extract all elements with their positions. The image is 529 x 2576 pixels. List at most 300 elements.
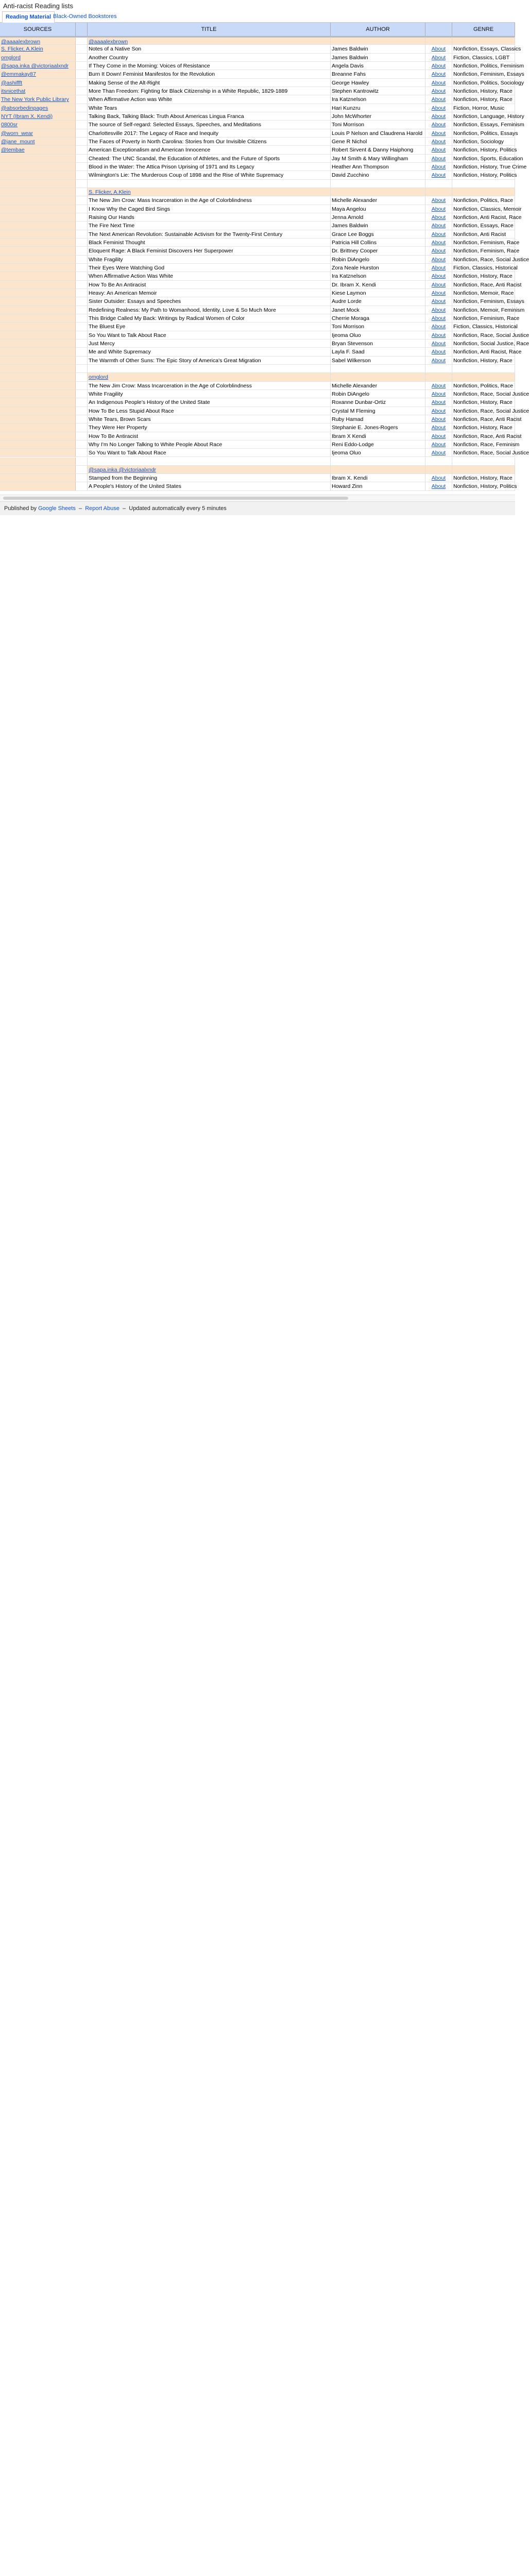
source-link[interactable]: @ashiffft [1, 79, 23, 86]
book-author-cell[interactable]: Dr. Ibram X. Kendi [331, 281, 425, 289]
about-link[interactable]: About [431, 155, 446, 162]
book-genre-cell[interactable]: Fiction, Classics, LGBT [452, 54, 515, 62]
book-title-cell[interactable]: The Warmth of Other Suns: The Epic Story of America's Great Migration [88, 357, 331, 365]
book-genre-cell[interactable]: Nonfiction, History, Politics [452, 482, 515, 490]
about-link[interactable]: About [431, 433, 446, 439]
about-link[interactable]: About [431, 425, 446, 431]
about-link[interactable]: About [431, 256, 446, 263]
about-link[interactable]: About [431, 332, 446, 338]
spreadsheet-grid[interactable] [0, 23, 529, 495]
book-genre-cell[interactable]: Fiction, Classics, Historical [452, 323, 515, 331]
source-link[interactable]: S. Flicker, A.Klein [1, 46, 43, 53]
book-genre-cell[interactable]: Nonfiction, History, Race [452, 398, 515, 406]
book-author-cell[interactable]: Robin DiAngelo [331, 256, 425, 264]
about-cell[interactable] [425, 297, 452, 306]
source-link[interactable]: @tembae [1, 147, 25, 154]
book-genre-cell[interactable]: Nonfiction, History, Race [452, 95, 515, 104]
book-author-cell[interactable]: Crystal M Fleming [331, 407, 425, 415]
source-link[interactable]: omglord [1, 54, 21, 61]
book-genre-cell[interactable]: Nonfiction, Essays, Classics [452, 45, 515, 53]
book-title-cell[interactable]: The New Jim Crow: Mass Incarceration in the Age of Colorblindness [88, 382, 331, 390]
about-cell[interactable] [425, 213, 452, 222]
about-cell[interactable] [425, 482, 452, 490]
book-title-cell[interactable]: How To Be Antiracist [88, 432, 331, 440]
source-cell [0, 390, 76, 398]
about-cell[interactable] [425, 449, 452, 457]
book-genre-cell[interactable]: Nonfiction, Race, Social Justice [452, 449, 515, 457]
book-author-cell[interactable]: Reni Eddo-Lodge [331, 440, 425, 449]
book-title-cell[interactable]: The Next American Revolution: Sustainable Activism for the Twenty-First Century [88, 230, 331, 239]
source-cell [0, 398, 76, 406]
source-cell[interactable] [0, 95, 76, 104]
book-title-cell[interactable]: An Indigenous People’s History of the United State [88, 398, 331, 406]
book-author-cell[interactable]: Dr. Brittney Cooper [331, 247, 425, 255]
about-cell[interactable] [425, 138, 452, 146]
about-cell[interactable] [425, 272, 452, 280]
about-link[interactable]: About [431, 71, 446, 78]
book-title-cell[interactable]: When Affirmative Action was White [88, 95, 331, 104]
about-cell[interactable] [425, 79, 452, 87]
about-cell[interactable] [425, 415, 452, 423]
book-title-cell[interactable]: Heavy: An American Memoir [88, 289, 331, 297]
about-cell[interactable] [425, 230, 452, 239]
book-genre-cell[interactable]: Nonfiction, Feminism, Essays [452, 297, 515, 306]
source-link[interactable]: NYT (Ibram X. Kendi) [1, 113, 53, 120]
book-title-cell[interactable]: I Know Why the Caged Bird Sings [88, 205, 331, 213]
book-author-cell[interactable]: Stephen Kantrowitz [331, 87, 425, 95]
source-cell[interactable] [0, 104, 76, 112]
table-row [0, 432, 522, 440]
column-header-genre: GENRE [452, 23, 515, 36]
about-link[interactable]: About [431, 206, 446, 212]
about-cell[interactable] [425, 247, 452, 255]
about-cell[interactable] [425, 205, 452, 213]
book-title-cell[interactable]: So You Want to Talk About Race [88, 331, 331, 340]
about-cell[interactable] [425, 95, 452, 104]
book-genre-cell[interactable]: Nonfiction, Memoir, Race [452, 289, 515, 297]
book-genre-cell[interactable]: Nonfiction, Language, History [452, 112, 515, 121]
about-link[interactable]: About [431, 340, 446, 347]
book-author-cell[interactable]: James Baldwin [331, 45, 425, 53]
book-author-cell[interactable]: Cherrie Moraga [331, 314, 425, 323]
book-genre-cell[interactable]: Nonfiction, Sports, Education [452, 155, 515, 163]
about-link[interactable]: About [431, 172, 446, 179]
book-genre-cell[interactable]: Nonfiction, Social Justice, Race [452, 340, 515, 348]
book-author-cell[interactable]: James Baldwin [331, 54, 425, 62]
spacer-cell [76, 45, 88, 53]
about-link[interactable]: About [431, 113, 446, 120]
book-title-cell[interactable]: Cheated: The UNC Scandal, the Education of Athletes, and the Future of Sports [88, 155, 331, 163]
about-cell[interactable] [425, 104, 452, 112]
horizontal-scrollbar[interactable] [0, 495, 515, 501]
source-cell[interactable] [0, 129, 76, 138]
book-genre-cell[interactable]: Nonfiction, History, Race [452, 87, 515, 95]
spacer-cell [76, 357, 88, 365]
about-cell[interactable] [425, 398, 452, 406]
book-title-cell[interactable]: The Bluest Eye [88, 323, 331, 331]
about-link[interactable]: About [431, 281, 446, 288]
book-author-cell[interactable]: Gene R Nichol [331, 138, 425, 146]
about-link[interactable]: About [431, 214, 446, 221]
about-link[interactable]: About [431, 46, 446, 53]
about-cell[interactable] [425, 70, 452, 78]
book-genre-cell[interactable]: Nonfiction, History, Race [452, 423, 515, 432]
book-genre-cell[interactable]: Nonfiction, History, Race [452, 474, 515, 482]
source-link[interactable]: @emmakay87 [1, 71, 36, 78]
section-source-link[interactable]: @aaaalexbrown [89, 39, 128, 45]
book-genre-cell[interactable]: Nonfiction, Race, Social Justice [452, 256, 515, 264]
book-author-cell[interactable]: Michelle Alexander [331, 382, 425, 390]
book-title-cell[interactable]: Talking Back, Talking Black: Truth About Americas Lingua Franca [88, 112, 331, 121]
book-genre-cell[interactable]: Nonfiction, Feminism, Race [452, 239, 515, 247]
about-link[interactable]: About [431, 298, 446, 305]
source-link[interactable]: @sapa.inka @victoriaalxndr [1, 62, 69, 69]
book-author-cell[interactable]: Breanne Fahs [331, 70, 425, 78]
about-cell[interactable] [425, 222, 452, 230]
about-link[interactable]: About [431, 248, 446, 255]
book-title-cell[interactable]: If They Come in the Morning: Voices of Resistance [88, 62, 331, 70]
about-cell[interactable] [425, 196, 452, 205]
book-author-cell[interactable]: Janet Mock [331, 306, 425, 314]
about-cell[interactable] [425, 340, 452, 348]
book-genre-cell[interactable]: Nonfiction, Race, Anti Racist [452, 432, 515, 440]
book-title-cell[interactable]: Me and White Supremacy [88, 348, 331, 356]
book-title-cell[interactable]: How To Be An Antiracist [88, 281, 331, 289]
about-cell[interactable] [425, 323, 452, 331]
book-genre-cell[interactable]: Nonfiction, History, True Crime [452, 163, 515, 171]
about-link[interactable]: About [431, 163, 446, 170]
about-cell[interactable] [425, 289, 452, 297]
book-genre-cell[interactable]: Nonfiction, Race, Anti Racist [452, 281, 515, 289]
source-cell[interactable] [0, 79, 76, 87]
book-genre-cell[interactable]: Nonfiction, Politics, Sociology [452, 79, 515, 87]
about-cell[interactable] [425, 163, 452, 171]
book-title-cell[interactable]: White Tears [88, 104, 331, 112]
about-cell[interactable] [425, 474, 452, 482]
book-genre-cell[interactable]: Nonfiction, Feminism, Essays [452, 70, 515, 78]
spacer-cell [76, 297, 88, 306]
source-cell [0, 357, 76, 365]
book-title-cell[interactable]: This Bridge Called My Back: Writings by Radical Women of Color [88, 314, 331, 323]
book-title-cell[interactable]: The source of Self-regard: Selected Essays, Speeches, and Meditations [88, 121, 331, 129]
book-author-cell[interactable]: Jay M Smith & Mary Willingham [331, 155, 425, 163]
book-author-cell[interactable]: James Baldwin [331, 222, 425, 230]
about-link[interactable]: About [431, 273, 446, 280]
source-link[interactable]: @worn_wear [1, 130, 33, 137]
about-link[interactable]: About [431, 105, 446, 111]
about-cell[interactable] [425, 155, 452, 163]
about-cell[interactable] [425, 314, 452, 323]
source-link[interactable]: @aaaalexbrown [1, 39, 41, 45]
book-author-cell[interactable]: Michelle Alexander [331, 196, 425, 205]
about-link[interactable]: About [431, 54, 446, 61]
book-title-cell[interactable]: A People's History of the United States [88, 482, 331, 490]
about-link[interactable]: About [431, 231, 446, 238]
book-author-cell[interactable]: Heather Ann Thompson [331, 163, 425, 171]
book-genre-cell[interactable]: Fiction, Classics, Historical [452, 264, 515, 272]
about-cell[interactable] [425, 112, 452, 121]
about-link[interactable]: About [431, 357, 446, 364]
about-cell[interactable] [425, 331, 452, 340]
book-title-cell[interactable]: Notes of a Native Son [88, 45, 331, 53]
about-cell[interactable] [425, 306, 452, 314]
empty-cell [425, 457, 452, 466]
about-cell[interactable] [425, 357, 452, 365]
source-cell[interactable] [0, 54, 76, 62]
about-link[interactable]: About [431, 88, 446, 94]
about-cell[interactable] [425, 264, 452, 272]
book-genre-cell[interactable]: Nonfiction, Race, Social Justice [452, 407, 515, 415]
book-author-cell[interactable]: Maya Angelou [331, 205, 425, 213]
source-cell[interactable] [0, 45, 76, 53]
about-cell[interactable] [425, 407, 452, 415]
about-link[interactable]: About [431, 382, 446, 389]
book-genre-cell[interactable]: Nonfiction, Race, Social Justice [452, 331, 515, 340]
book-title-cell[interactable]: Black Feminist Thought [88, 239, 331, 247]
source-link[interactable]: @jane_mount [1, 138, 35, 145]
book-author-cell[interactable]: Hari Kunzru [331, 104, 425, 112]
about-link[interactable]: About [431, 349, 446, 355]
book-author-cell[interactable]: Toni Morrison [331, 121, 425, 129]
book-genre-cell[interactable]: Nonfiction, Classics, Memoir [452, 205, 515, 213]
scrollbar-thumb[interactable] [3, 497, 348, 500]
book-author-cell[interactable]: Audre Lorde [331, 297, 425, 306]
book-author-cell[interactable]: Patricia Hill Collins [331, 239, 425, 247]
book-genre-cell[interactable]: Nonfiction, Anti Racist, Race [452, 348, 515, 356]
book-author-cell[interactable]: Robin DiAngelo [331, 390, 425, 398]
about-cell[interactable] [425, 281, 452, 289]
section-source-link[interactable]: @sapa.inka @victoriaalxndr [89, 466, 157, 473]
about-link[interactable]: About [431, 264, 446, 271]
book-author-cell[interactable]: Angela Davis [331, 62, 425, 70]
source-cell [0, 306, 76, 314]
book-author-cell[interactable]: Zora Neale Hurston [331, 264, 425, 272]
table-row [0, 222, 515, 230]
book-genre-cell[interactable]: Nonfiction, Essays, Race [452, 222, 515, 230]
about-cell[interactable] [425, 432, 452, 440]
spacer-cell [76, 129, 88, 138]
book-genre-cell[interactable]: Nonfiction, Sociology [452, 138, 515, 146]
book-title-cell[interactable]: More Than Freedom: Fighting for Black Citizenship in a White Republic, 1829-1889 [88, 87, 331, 95]
book-author-cell[interactable]: Ira Katznelson [331, 95, 425, 104]
book-title-cell[interactable]: Making Sense of the Alt-Right [88, 79, 331, 87]
about-link[interactable]: About [431, 315, 446, 321]
source-cell[interactable] [0, 112, 76, 121]
book-author-cell[interactable]: Ibram X Kendi [331, 432, 425, 440]
book-title-cell[interactable]: Eloquent Rage: A Black Feminist Discovers Her Superpower [88, 247, 331, 255]
about-cell[interactable] [425, 62, 452, 70]
source-link[interactable]: @absorbedinpages [1, 105, 48, 111]
book-author-cell[interactable]: Howard Zinn [331, 482, 425, 490]
about-link[interactable]: About [431, 239, 446, 246]
source-link[interactable]: The New York Public Library [1, 96, 69, 103]
about-cell[interactable] [425, 54, 452, 62]
about-link[interactable]: About [431, 138, 446, 145]
about-cell[interactable] [425, 129, 452, 138]
book-genre-cell[interactable]: Nonfiction, Essays, Feminism [452, 121, 515, 129]
book-title-cell[interactable]: White Fragility [88, 390, 331, 398]
book-author-cell[interactable]: Grace Lee Boggs [331, 230, 425, 239]
book-author-cell[interactable]: Kiese Laymon [331, 289, 425, 297]
book-author-cell[interactable]: Toni Morrison [331, 323, 425, 331]
about-link[interactable]: About [431, 130, 446, 137]
book-title-cell[interactable]: Charlottesville 2017: The Legacy of Race and Inequity [88, 129, 331, 138]
book-author-cell[interactable]: Stephanie E. Jones-Rogers [331, 423, 425, 432]
book-genre-cell[interactable]: Nonfiction, Politics, Race [452, 196, 515, 205]
book-title-cell[interactable]: Sister Outsider: Essays and Speeches [88, 297, 331, 306]
source-cell[interactable] [0, 70, 76, 78]
table-row [0, 423, 515, 432]
section-source-link[interactable]: omglord [89, 374, 108, 381]
book-title-cell[interactable]: White Tears, Brown Scars [88, 415, 331, 423]
about-cell[interactable] [425, 239, 452, 247]
book-genre-cell[interactable]: Nonfiction, Politics, Feminism [452, 62, 515, 70]
source-cell[interactable] [0, 87, 76, 95]
about-link[interactable]: About [431, 441, 446, 448]
book-genre-cell[interactable]: Nonfiction, History, Politics [452, 146, 515, 154]
about-cell[interactable] [425, 171, 452, 179]
about-link[interactable]: About [431, 197, 446, 204]
book-author-cell[interactable]: Sabel Wilkerson [331, 357, 425, 365]
book-author-cell[interactable]: Bryan Stevenson [331, 340, 425, 348]
book-genre-cell[interactable]: Nonfiction, Memoir, Feminism [452, 306, 515, 314]
book-genre-cell[interactable]: Nonfiction, Race, Social Justice [452, 390, 515, 398]
book-title-cell[interactable]: Burn It Down! Feminist Manifestos for the Revolution [88, 70, 331, 78]
book-genre-cell[interactable]: Nonfiction, History, Race [452, 272, 515, 280]
book-author-cell[interactable]: Robert Sirvent & Danny Haiphong [331, 146, 425, 154]
book-author-cell[interactable]: Ira Katznelson [331, 272, 425, 280]
spacer-cell [76, 87, 88, 95]
about-cell[interactable] [425, 45, 452, 53]
about-cell[interactable] [425, 382, 452, 390]
book-title-cell[interactable]: Why I'm No Longer Talking to White People About Race [88, 440, 331, 449]
table-row [0, 230, 515, 239]
about-link[interactable]: About [431, 483, 446, 490]
book-title-cell[interactable]: The Faces of Poverty in North Carolina: Stories from Our Invisible Citizens [88, 138, 331, 146]
tab-reading-material[interactable]: Reading Material [2, 11, 55, 23]
about-cell[interactable] [425, 146, 452, 154]
book-author-cell[interactable]: David Zucchino [331, 171, 425, 179]
about-link[interactable]: About [431, 399, 446, 406]
book-author-cell[interactable]: Ruby Hamad [331, 415, 425, 423]
book-author-cell[interactable]: Ijeoma Oluo [331, 331, 425, 340]
book-title-cell[interactable]: White Fragility [88, 256, 331, 264]
book-title-cell[interactable]: Raising Our Hands [88, 213, 331, 222]
tab-black-owned-bookstores[interactable]: Black-Owned Bookstores [53, 13, 117, 20]
table-row [0, 272, 515, 280]
book-genre-cell[interactable]: Fiction, Horror, Music [452, 104, 515, 112]
empty-cell [88, 365, 331, 373]
about-link[interactable]: About [431, 147, 446, 154]
book-title-cell[interactable]: Blood in the Water: The Attica Prison Uprising of 1971 and Its Legacy [88, 163, 331, 171]
book-genre-cell[interactable]: Nonfiction, Race, Feminism [452, 440, 515, 449]
source-link[interactable]: 0800sr [1, 122, 18, 128]
about-cell[interactable] [425, 87, 452, 95]
section-title-cell[interactable] [88, 373, 331, 381]
section-title-cell[interactable] [88, 466, 331, 474]
book-genre-cell[interactable]: Nonfiction, Feminism, Race [452, 314, 515, 323]
about-link[interactable]: About [431, 416, 446, 422]
footer-updated-note: Updated automatically every 5 minutes [129, 505, 227, 512]
book-author-cell[interactable]: Roxanne Dunbar-Ortiz [331, 398, 425, 406]
about-cell[interactable] [425, 390, 452, 398]
about-link[interactable]: About [431, 391, 446, 397]
section-source-link[interactable]: S. Flicker, A.Klein [89, 189, 131, 195]
book-title-cell[interactable]: The Fire Next Time [88, 222, 331, 230]
book-title-cell[interactable]: When Affirmative Action Was White [88, 272, 331, 280]
about-link[interactable]: About [431, 307, 446, 313]
source-cell[interactable] [0, 37, 76, 45]
about-cell[interactable] [425, 423, 452, 432]
source-cell[interactable] [0, 146, 76, 154]
book-title-cell[interactable]: They Were Her Property [88, 423, 331, 432]
book-author-cell[interactable]: Louis P Nelson and Claudrena Harold [331, 129, 425, 138]
source-cell [0, 264, 76, 272]
about-link[interactable]: About [431, 475, 446, 482]
book-genre-cell[interactable]: Nonfiction, History, Race [452, 357, 515, 365]
book-genre-cell[interactable]: Nonfiction, Politics, Essays [452, 129, 515, 138]
report-abuse-link[interactable]: Report Abuse [85, 505, 120, 512]
book-title-cell[interactable]: How To Be Less Stupid About Race [88, 407, 331, 415]
source-cell[interactable] [0, 121, 76, 129]
about-link[interactable]: About [431, 223, 446, 229]
source-cell[interactable] [0, 62, 76, 70]
google-sheets-link[interactable]: Google Sheets [38, 505, 76, 512]
section-title-cell[interactable] [88, 188, 331, 196]
book-author-cell[interactable]: John McWhorter [331, 112, 425, 121]
about-link[interactable]: About [431, 96, 446, 103]
book-author-cell[interactable]: Layla F. Saad [331, 348, 425, 356]
book-genre-cell[interactable]: Nonfiction, Anti Racist, Race [452, 213, 515, 222]
about-cell[interactable] [425, 348, 452, 356]
book-title-cell[interactable]: Their Eyes Were Watching God [88, 264, 331, 272]
about-link[interactable]: About [431, 450, 446, 456]
about-link[interactable]: About [431, 324, 446, 330]
source-cell [0, 272, 76, 280]
about-link[interactable]: About [431, 79, 446, 86]
about-cell[interactable] [425, 256, 452, 264]
book-title-cell[interactable]: Wilmington's Lie: The Murderous Coup of 1898 and the Rise of White Supremacy [88, 171, 331, 179]
book-genre-cell[interactable]: Nonfiction, Feminism, Race [452, 247, 515, 255]
section-title-cell[interactable] [88, 37, 331, 45]
source-link[interactable]: itsnicethat [1, 88, 26, 94]
book-title-cell[interactable]: American Exceptionalism and American Innocence [88, 146, 331, 154]
book-author-cell[interactable]: Ibram X. Kendi [331, 474, 425, 482]
book-title-cell[interactable]: So You Want to Talk About Race [88, 449, 331, 457]
book-author-cell[interactable]: Ijeoma Oluo [331, 449, 425, 457]
about-link[interactable]: About [431, 122, 446, 128]
book-genre-cell[interactable]: Nonfiction, Politics, Race [452, 382, 515, 390]
book-title-cell[interactable]: Just Mercy [88, 340, 331, 348]
book-title-cell[interactable]: Redefining Realness: My Path to Womanhood, Identity, Love & So Much More [88, 306, 331, 314]
about-link[interactable]: About [431, 408, 446, 414]
about-cell [425, 37, 452, 45]
source-cell[interactable] [0, 138, 76, 146]
book-author-cell[interactable]: Jenna Arnold [331, 213, 425, 222]
book-title-cell[interactable]: Stamped from the Beginning [88, 474, 331, 482]
book-title-cell[interactable]: Another Country [88, 54, 331, 62]
book-author-cell[interactable]: George Hawley [331, 79, 425, 87]
column-header-row [0, 23, 515, 37]
about-cell[interactable] [425, 440, 452, 449]
book-title-cell[interactable]: The New Jim Crow: Mass Incarceration in the Age of Colorblindness [88, 196, 331, 205]
about-cell[interactable] [425, 121, 452, 129]
book-genre-cell[interactable]: Nonfiction, Anti Racist [452, 230, 515, 239]
book-genre-cell[interactable]: Nonfiction, History, Politics [452, 171, 515, 179]
book-genre-cell[interactable]: Nonfiction, Race, Anti Racist [452, 415, 515, 423]
about-link[interactable]: About [431, 62, 446, 69]
about-link[interactable]: About [431, 290, 446, 296]
